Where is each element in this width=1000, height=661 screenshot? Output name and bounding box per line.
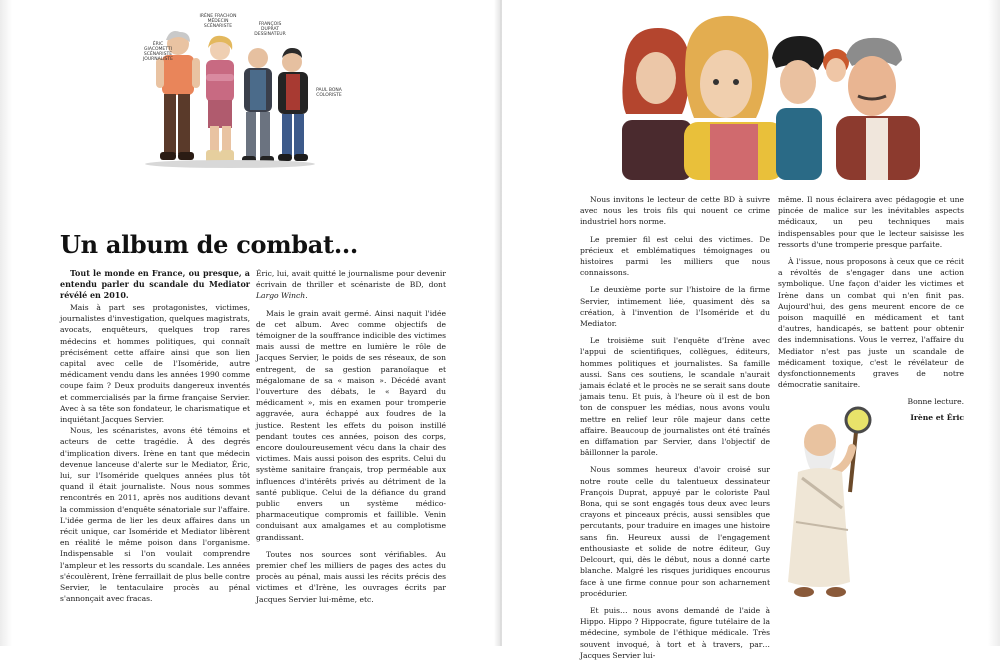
left-page bbox=[0, 0, 498, 646]
figure-woman-left bbox=[622, 28, 692, 180]
text-span: Éric, lui, avait quitté le journalisme pour devenir écrivain de thriller et scénariste de BD, dont bbox=[256, 269, 446, 290]
credit-francois: FRANÇOIS DUPRAT DESSINATEUR bbox=[254, 22, 286, 37]
page-title: Un album de combat... bbox=[60, 230, 358, 259]
credit-eric: ÉRIC GIACOMETTI SCÉNARISTE JOURNALISTE bbox=[142, 42, 174, 62]
signature: Irène et Éric bbox=[910, 412, 964, 422]
book-title-span: Largo Winch bbox=[256, 291, 306, 301]
paragraph: Nous sommes heureux d'avoir croisé sur notre route celle du talentueux dessinateur François Duprat, appuyé par le coloriste Paul Bona, qui se sont engagés tous deux avec leurs crayons et pinceaux précis, aussi sensibles que percutants, pour traduire en images une histoire sans fin. Heureux aussi de l'engagement enthousiaste et solide de notre éditeur, Guy Delcourt, qui, dès le début, nous a donné carte blanche. Malgré les risques juridiques encourus face à une firme connue pour son acharnement procédurier. bbox=[580, 465, 770, 598]
figure-francois bbox=[242, 48, 274, 163]
paragraph: Mais le grain avait germé. Ainsi naquit l'idée de cet album. Avec comme objectifs de témoigner de la souffrance indicible des victimes mais aussi de mettre en lumière le rôle de Jacques Servier, le poids de ses réseaux, de son entregent, de sa gestion paranoïaque et mégalomane de sa « maison ». Décédé avant l'ouverture des débats, le « Bayard du médicament », mis en examen pour tromperie aggravée, aura échappé aux foudres de la justice. Restent les effets du poison instillé pendant toutes ces années, poison des corps, encore douloureusement vécu dans la chair des victimes. Mais aussi poison des esprits. Celui du système sanitaire français, trop perméable aux influences d'intérêts privés au détriment de la santé publique. Celui de la défiance du grand public envers un système médico-pharmaceutique compromis et faillible. Venin conduisant aux amalgames et au complotisme grandissant. bbox=[256, 308, 446, 542]
paragraph: Et puis… nous avons demandé de l'aide à Hippo. Hippo ? Hippocrate, figure tutélaire de la médecine, symbole de l'éthique médicale. Très souvent invoqué, à tort et à travers, par… Jacques Servier lui- bbox=[580, 605, 770, 660]
right-page bbox=[502, 0, 1000, 660]
paragraph: Nous invitons le lecteur de cette BD à suivre avec nous les trois fils qui nouent ce crime industriel hors norme. bbox=[580, 195, 770, 227]
paragraph: À l'issue, nous proposons à ceux que ce récit a révoltés de s'engager dans une action symbolique. Une façon d'aider les victimes et Irène dans un combat qui n'en finit pas. Aujourd'hui, des gens meurent encore de ce poison maquillé en médicament et tant d'autres, handicapés, se battent pour obtenir des indemnisations. Vous le verrez, l'affaire du Mediator n'est pas juste un scandale de médicament toxique, c'est le révélateur de dysfonctionnements graves de notre démocratie sanitaire. bbox=[778, 257, 964, 390]
figure-blond-woman bbox=[684, 16, 784, 180]
page-edge-right bbox=[988, 0, 1000, 646]
lead-paragraph: Tout le monde en France, ou presque, a entendu parler du scandale du Mediator révélé en 2010. bbox=[60, 268, 250, 300]
paragraph: Mais à part ses protagonistes, victimes, journalistes d'investigation, quelques magistrats, avocats, enquêteurs, quelques trop rares médecins et hommes politiques, qui connaît précisément cette affaire ainsi que son lien capital avec celle de l'Isoméride, autre médicament vendu dans les années 1990 comme coupe faim ? Deux produits dangereux inventés et commercialisés par la firme française Servier. Avec à sa tête son fondateur, le charismatique et inquiétant Jacques Servier. bbox=[60, 303, 250, 425]
figure-redhead bbox=[823, 49, 849, 82]
right-column-1 bbox=[580, 194, 770, 661]
paragraph: Le troisième suit l'enquête d'Irène avec l'appui de scientifiques, collègues, éditeurs, hommes politiques et journalistes. Sa famille aussi. Sans ces soutiens, le scandale n'aurait jamais éclaté et le procès ne se serait sans doute jamais tenu. Et puis, à l'heure où il est de bon ton de conspuer les médias, nous avons voulu mettre en relief leur rôle majeur dans cette affaire. Beaucoup de journalistes ont été traînés en diffamation par Servier, dans l'objectif de bâillonner la parole. bbox=[580, 336, 770, 458]
victims-illustration bbox=[614, 12, 924, 180]
figure-dark-haired-woman bbox=[772, 36, 824, 180]
paragraph: Le premier fil est celui des victimes. De précieux et emblématiques témoignages ou histoires parmi les milliers que nous connaissons. bbox=[580, 234, 770, 278]
hippocrates-illustration bbox=[780, 402, 890, 608]
right-column-2 bbox=[778, 194, 964, 423]
text-span: . bbox=[305, 291, 308, 301]
paragraph: Le deuxième porte sur l'histoire de la firme Servier, intimement liée, quasiment dès sa création, à l'invention de l'Isoméride et du Mediator. bbox=[580, 285, 770, 329]
credit-paul: PAUL BONA COLORISTE bbox=[316, 88, 342, 98]
paragraph: même. Il nous éclairera avec pédagogie et une pincée de malice sur les inévitables aspects médicaux, un peu techniques mais indispensables pour que le lecteur saisisse les ressorts d'une tromperie presque parfaite. bbox=[778, 195, 964, 249]
page-edge-left bbox=[0, 0, 12, 646]
figure-irene bbox=[206, 36, 234, 164]
left-column-2 bbox=[256, 268, 446, 605]
left-column-1 bbox=[60, 268, 250, 604]
paragraph bbox=[256, 268, 446, 302]
closing-line: Bonne lecture. bbox=[907, 397, 964, 407]
figure-old-man bbox=[836, 38, 920, 180]
figure-paul bbox=[278, 48, 308, 161]
paragraph: Toutes nos sources sont vérifiables. Au premier chef les milliers de pages des actes du procès au pénal, mais aussi les récits précis des victimes et d'Irène, les ouvrages écrits par Jacques Servier lui-même, etc. bbox=[256, 549, 446, 604]
credit-irene: IRÈNE FRACHON MÉDECIN SCÉNARISTE bbox=[199, 14, 237, 29]
paragraph: Nous, les scénaristes, avons été témoins et acteurs de cette tragédie. À des degrés d'implication divers. Irène en tant que médecin devenue lanceuse d'alerte sur le Mediator, Éric, lui, sur l'Isoméride quelques années plus tôt quand il était journaliste. Nous nous sommes rencontrés en 2011, après nos auditions devant la commission d'enquête sénatoriale sur l'affaire. L'idée germa de lier les deux affaires dans un récit unique, car Isoméride et Mediator libèrent en réalité le même poison dans l'organisme. Indispensable si l'on voulait comprendre l'ampleur et les ressorts du scandale. Les années s'écoulèrent, Irène ferraillait de plus belle contre Servier, le tentaculaire procès au pénal s'annonçait avec fracas. bbox=[60, 426, 251, 604]
